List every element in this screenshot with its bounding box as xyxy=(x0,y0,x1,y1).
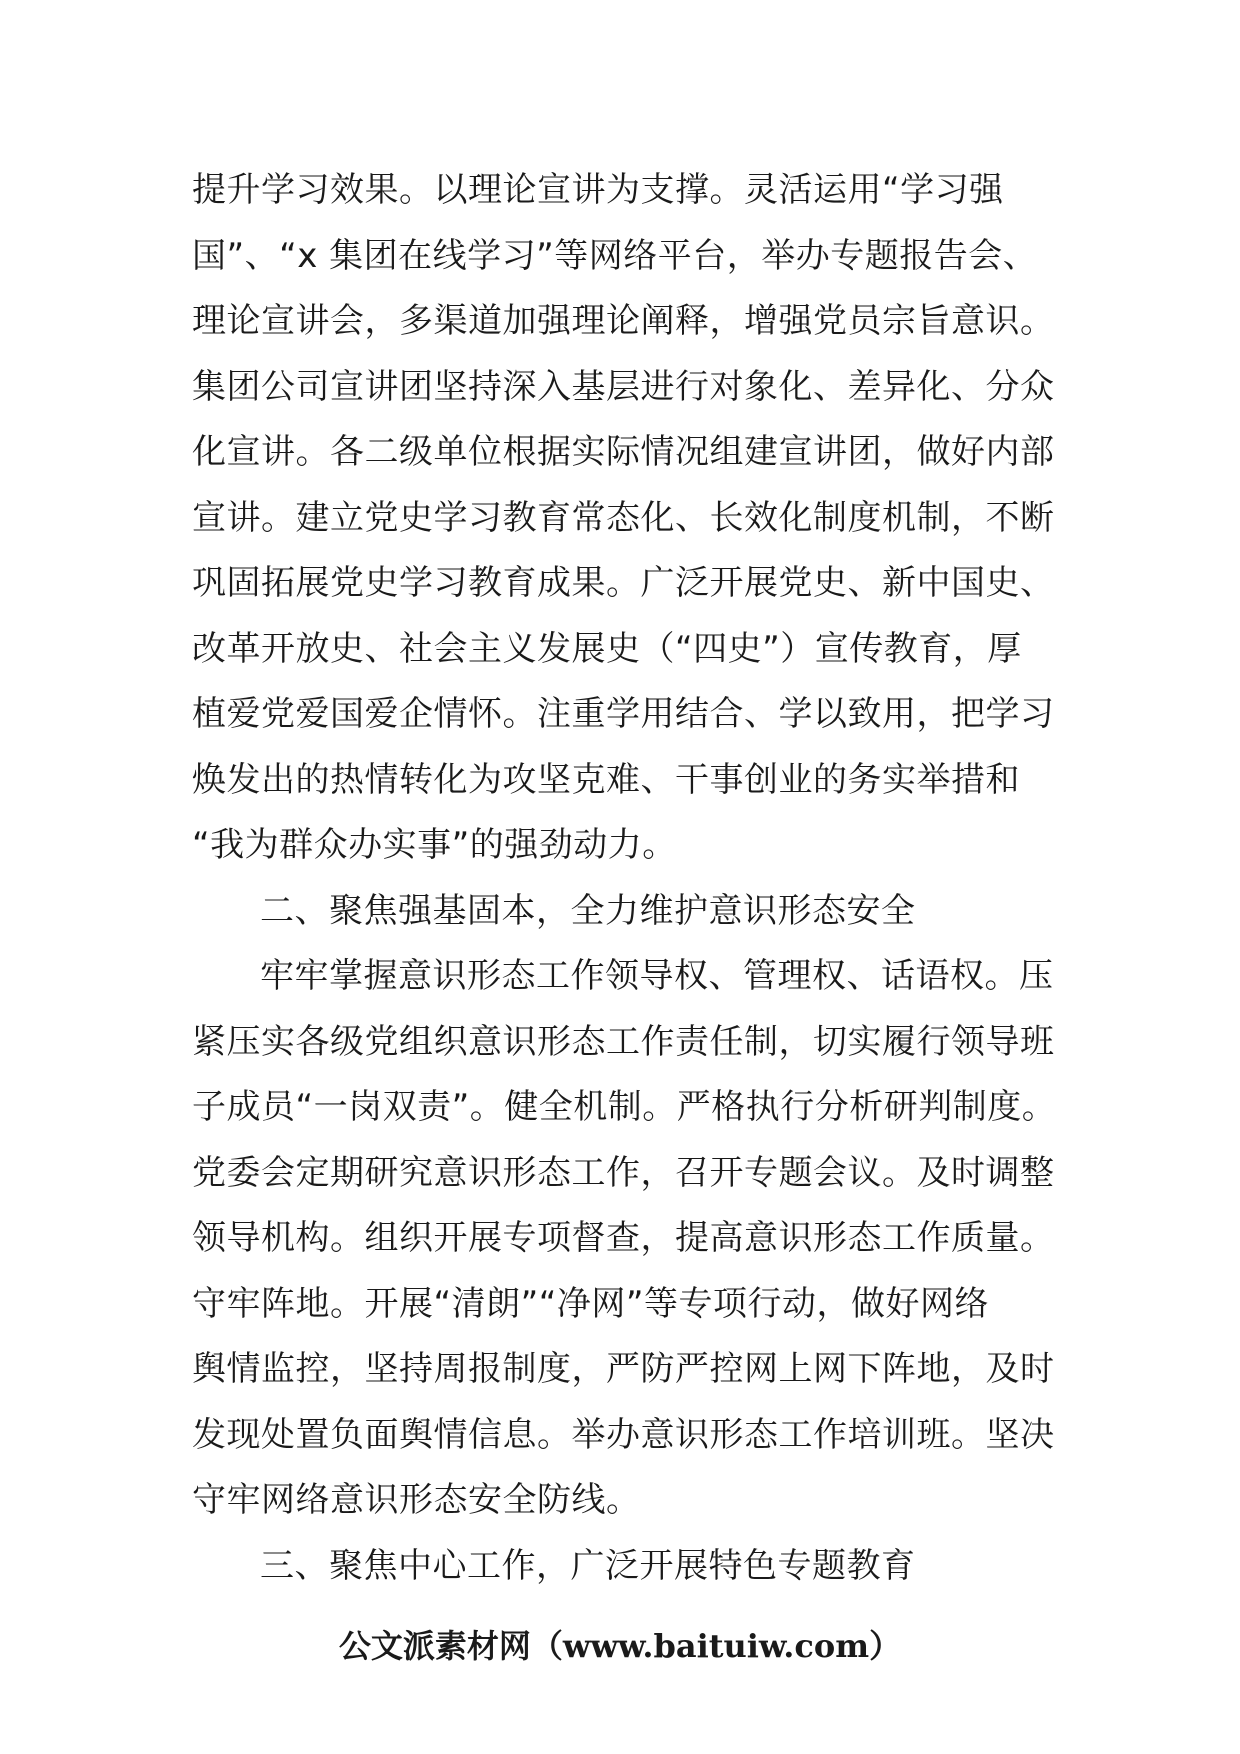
body-text-line: 紧压实各级党组织意识形态工作责任制，切实履行领导班 xyxy=(192,1022,1055,1062)
body-text-line: 发现处置负面舆情信息。举办意识形态工作培训班。坚决 xyxy=(192,1415,1055,1455)
body-text-line: “我为群众办实事”的强劲动力。 xyxy=(192,825,677,865)
body-text-line: 子成员“一岗双责”。健全机制。严格执行分析研判制度。 xyxy=(192,1087,1057,1127)
body-text-line: 守牢阵地。开展“清朗”“净网”等专项行动，做好网络 xyxy=(192,1284,989,1324)
body-text-line: 焕发出的热情转化为攻坚克难、干事创业的务实举措和 xyxy=(192,760,1020,800)
body-text-line: 牢牢掌握意识形态工作领导权、管理权、话语权。压 xyxy=(260,956,1054,996)
body-text-line: 提升学习效果。以理论宣讲为支撑。灵活运用“学习强 xyxy=(192,170,1004,210)
body-text-line: 守牢网络意识形态安全防线。 xyxy=(192,1480,641,1520)
body-text-line: 改革开放史、社会主义发展史（“四史”）宣传教育，厚 xyxy=(192,629,1022,669)
section-heading: 二、聚焦强基固本，全力维护意识形态安全 xyxy=(260,891,916,931)
body-text-line: 植爱党爱国爱企情怀。注重学用结合、学以致用，把学习 xyxy=(192,694,1055,734)
body-text-line: 理论宣讲会，多渠道加强理论阐释，增强党员宗旨意识。 xyxy=(192,301,1055,341)
body-text-line: 巩固拓展党史学习教育成果。广泛开展党史、新中国史、 xyxy=(192,563,1055,603)
body-text-line: 集团公司宣讲团坚持深入基层进行对象化、差异化、分众 xyxy=(192,367,1055,407)
section-heading: 三、聚焦中心工作，广泛开展特色专题教育 xyxy=(260,1546,916,1586)
footer-watermark-text: 公文派素材网（www.baituiw.com） xyxy=(338,1627,902,1665)
body-text-line: 舆情监控，坚持周报制度，严防严控网上网下阵地，及时 xyxy=(192,1349,1055,1389)
body-text-line: 宣讲。建立党史学习教育常态化、长效化制度机制，不断 xyxy=(192,498,1055,538)
body-text-line: 领导机构。组织开展专项督查，提高意识形态工作质量。 xyxy=(192,1218,1055,1258)
body-text-line: 国”、“x 集团在线学习”等网络平台，举办专题报告会、 xyxy=(192,236,1038,276)
body-text-line: 党委会定期研究意识形态工作，召开专题会议。及时调整 xyxy=(192,1153,1055,1193)
body-text-line: 化宣讲。各二级单位根据实际情况组建宣讲团，做好内部 xyxy=(192,432,1055,472)
